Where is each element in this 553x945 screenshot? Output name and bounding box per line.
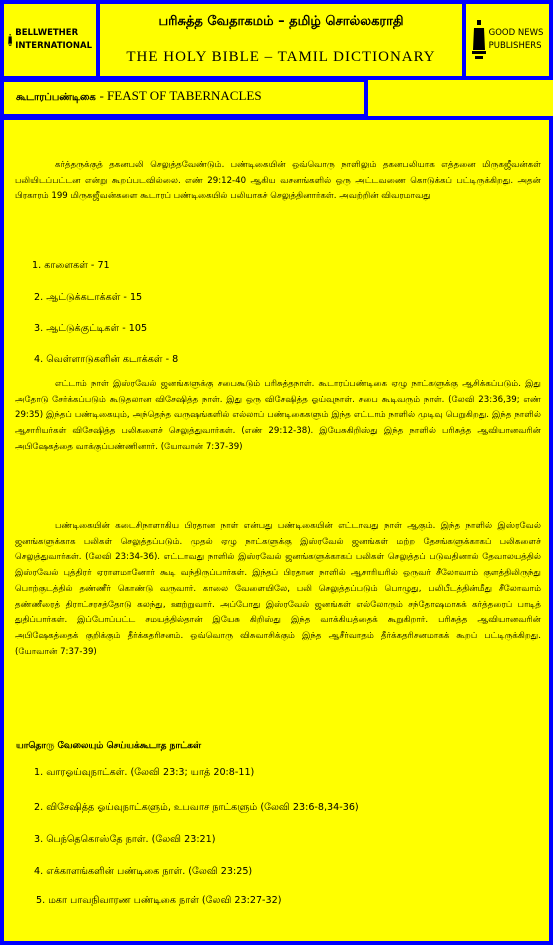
bell-icon — [8, 20, 12, 60]
paragraph-burnt-offerings: கர்த்தருக்குத் தகனபலி செலுத்தவேண்டும். பண்டிகையின் ஒவ்வொரு நாளிலும் தகனபலியாக எத்தனை மிருகஜீவன்கள் பலியிடப்பட்டன என்று கூறப்படவில்லை. எண் 29:12-40 ஆகிய வசனங்களில் ஒரு அட்டவணை கொடுக்கப் பட்டிருக்கிறது. அதன் பிரகாரம் 199 மிருகஜீவன்களை கூடாரப் பண்டிகையில் பலியாகச் செலுத்தினார்கள். அவற்றின் விவரமாவது — [15, 160, 541, 202]
title-tamil: பரிசுத்த வேதாகமம் – தமிழ் சொல்லகராதி — [158, 14, 404, 29]
paragraph-eighth-day: எட்டாம் நாள் இஸ்ரவேல் ஜனங்களுக்கு சபைகூடும் பரிசுத்தநாள். கூடாரப்பண்டிகை ஏழு நாட்களுக்கு ஆசிக்கப்படும். இது அதோடு சேர்க்கப்படும் கூடுதலான விசேஷித்த நாள். இது ஒரு விசேஷித்த ஓய்வுநாள். சபை கூடிவரும் நாள். (லேவி 23:36,39; எண் 29:35) இந்தப் பண்டிகையும், அந்தெந்த வருஷங்களில் எல்லாப் பண்டிகைகளும் இந்த எட்டாம் நாளில் முடிவு பெறுகிறது. இந்த நாளில் ஆசாரியர்கள் விசேஷித்த பலிகளைச் செலுத்துவார்கள். (எண் 29:12-38). இயேசுகிறிஸ்து இந்த நாளில் பரிசுத்த ஆவியானவரின் அபிஷேகத்தை வாக்குப்பண்ணினார். (யோவான் 7:37-39) — [15, 379, 541, 452]
section-heading-holy-days: யாதொரு வேலையும் செய்யக்கூடாத நாட்கள் — [16, 741, 202, 751]
offering-list-item: 2. ஆட்டுக்கடாக்கள் - 15 — [34, 292, 143, 303]
holy-day-list-item: 1. வாரஓய்வுநாட்கள். (லேவி 23:3; யாத் 20:8-11) — [34, 767, 255, 778]
paragraph-great-day: பண்டிகையின் கடைசிநாளாகிய பிரதான நாள் என்பது பண்டிகையின் எட்டாவது நாள் ஆகும். இந்த நாளில் இஸ்ரவேல் ஜனங்களுக்காக பலிகள் செலுத்தப்படும். முதல் ஏழு நாட்களுக்கு இஸ்ரவேல் ஜனங்கள் மற்ற தேசங்களுக்காகப் பலிகளைச் செலுத்துவார்கள். (லேவி 23:34-36). எட்டாவது நாளில் இஸ்ரவேல் ஜனங்களுக்காகப் பலிகள் செலுத்தப் படுவதினால் தேவாலயத்தில் இஸ்ரவேல் புத்திரர் ஏராளமானோர் கூடி வந்திருப்பார்கள். இந்தப் பிரதான நாளில் ஆசாரியரில் ஒருவர் சீலோவாம் குளத்திலிருந்து பொற்குடத்தில் தண்ணீர் கொண்டு வருவார். காலை வேளையிலே, பலி செலுத்தப்படும் பொழுது, பலிபீடத்தின்மீது சீலோவாம் தண்ணீரைத் திராட்சரசத்தோடு கலந்து, ஊற்றுவார். அப்போது இஸ்ரவேல் ஜனங்கள் எல்லோரும் சந்தோஷமாகக் கர்த்தரைப் பாடித் துதிப்பார்கள். இப்போப்பட்ட சமயத்தில்தான் இயேசு கிறிஸ்து இந்த வாக்கியத்தைக் கூறுகிறார். பரிசுத்த ஆவியானவரின் அபிஷேகத்தைக் குறிக்கும் தீர்க்கதரிசனம். ஒவ்வொரு விசுவாசிக்கும் இந்த ஆசீர்வாதம் தீர்க்கதரிசனமாகக் கூறப் பட்டிருக்கிறது. (யோவான் 7:37-39) — [15, 521, 541, 657]
holy-day-list-item: 2. விசேஷித்த ஓய்வுநாட்களும், உபவாச நாட்களும் (லேவி 23:6-8,34-36) — [34, 802, 359, 813]
offering-list-item: 3. ஆட்டுக்குட்டிகள் - 105 — [34, 323, 148, 334]
holy-day-list-item: 4. எக்காளங்களின் பண்டிகை நாள். (லேவி 23:25) — [34, 866, 253, 877]
good-news-logo — [466, 4, 549, 76]
bell-icon — [472, 20, 486, 60]
holy-day-list-item: 5. மகா பாவநிவாரண பண்டிகை நாள் (லேவி 23:27-32) — [36, 895, 282, 906]
offering-list-item: 1. காளைகள் - 71 — [32, 260, 110, 271]
subheader-box — [0, 78, 368, 118]
page-title-tamil: கூடாரப்பண்டிகை — [16, 92, 96, 103]
good-news-logo-text: GOOD NEWS PUBLISHERS — [488, 28, 544, 51]
bellwether-logo-text: BELLWETHER INTERNATIONAL — [15, 28, 92, 51]
offering-list-item: 4. வெள்ளாடுகளின் கடாக்கள் - 8 — [34, 354, 179, 365]
page-title-english: - FEAST OF TABERNACLES — [99, 88, 262, 103]
page-title — [16, 88, 262, 104]
title-box — [96, 0, 466, 80]
content-box — [0, 116, 553, 945]
bellwether-logo — [4, 4, 96, 76]
holy-day-list-item: 3. பெந்தெகொஸ்தே நாள். (லேவி 23:21) — [34, 834, 216, 845]
bellwether-logo-box — [0, 0, 100, 80]
good-news-logo-box — [462, 0, 553, 80]
title-english: THE HOLY BIBLE – TAMIL DICTIONARY — [126, 49, 436, 65]
